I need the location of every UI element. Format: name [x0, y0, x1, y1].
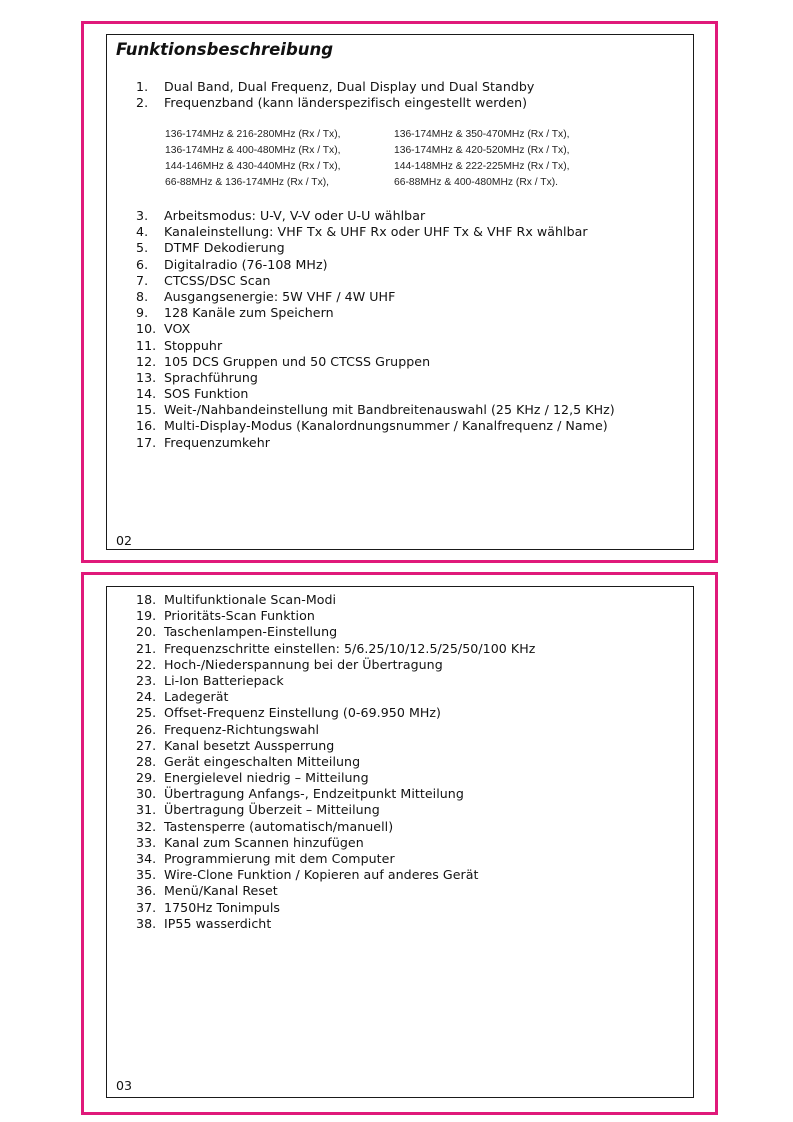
list-item — [136, 641, 535, 657]
page-number: 02 — [116, 533, 133, 548]
list-item-number: 7. — [136, 272, 149, 288]
list-item-number: 21. — [136, 640, 157, 656]
list-item-number: 4. — [136, 224, 149, 240]
list-item — [136, 819, 535, 835]
list-item-number: 17. — [136, 434, 157, 450]
list-item — [136, 916, 535, 932]
list-item — [136, 257, 615, 273]
list-item-number: 11. — [136, 337, 157, 353]
list-item-text: Multifunktionale Scan-Modi — [164, 592, 337, 607]
list-item-text: Arbeitsmodus: U-V, V-V oder U-U wählbar — [164, 208, 426, 223]
list-item-text: CTCSS/DSC Scan — [164, 272, 271, 288]
list-item-text: Programmierung mit dem Computer — [164, 851, 395, 866]
list-item — [136, 305, 615, 321]
list-item-text: Tastensperre (automatisch/manuell) — [164, 818, 394, 834]
list-item-number: 24. — [136, 689, 157, 705]
list-item-number: 9. — [136, 305, 149, 321]
list-item — [136, 321, 615, 337]
list-item — [136, 418, 615, 434]
list-item-number: 8. — [136, 288, 149, 304]
list-item-text: Prioritäts-Scan Funktion — [164, 608, 315, 624]
frequency-cell: 66-88MHz & 400-480MHz (Rx / Tx). — [394, 177, 559, 188]
list-item — [136, 224, 615, 240]
list-item — [136, 402, 615, 418]
frequency-row — [165, 175, 570, 191]
list-item — [136, 835, 535, 851]
list-item-number: 33. — [136, 834, 157, 850]
frequency-row — [165, 159, 570, 175]
list-item-text: 128 Kanäle zum Speichern — [164, 305, 334, 321]
list-item — [136, 722, 535, 738]
list-item-number: 20. — [136, 624, 157, 640]
list-item-text: 105 DCS Gruppen und 50 CTCSS Gruppen — [164, 353, 431, 369]
list-item-number: 22. — [136, 656, 157, 672]
list-item-text: DTMF Dekodierung — [164, 240, 285, 256]
list-item — [136, 273, 615, 289]
list-item-number: 2. — [136, 95, 149, 111]
list-item-text: Li-Ion Batteriepack — [164, 672, 284, 688]
list-item-text: Frequenzschritte einstellen: 5/6.25/10/12.5/25/50/100 KHz — [164, 640, 536, 656]
list-item-text: Stoppuhr — [164, 337, 223, 353]
list-item — [136, 689, 535, 705]
list-item — [136, 738, 535, 754]
list-item-number: 37. — [136, 899, 157, 915]
page-number: 03 — [116, 1078, 133, 1093]
list-item — [136, 289, 615, 305]
list-item — [136, 786, 535, 802]
list-item-number: 25. — [136, 705, 157, 721]
list-item-text: Frequenzband (kann länderspezifisch eingestellt werden) — [164, 95, 528, 111]
list-item — [136, 770, 535, 786]
list-item-number: 31. — [136, 802, 157, 818]
list-item — [136, 657, 535, 673]
list-item-number: 15. — [136, 402, 157, 418]
list-item-text: Übertragung Anfangs-, Endzeitpunkt Mitteilung — [164, 786, 464, 802]
list-item-text: Offset-Frequenz Einstellung (0-69.950 MHz) — [164, 705, 442, 721]
list-item-text: Übertragung Überzeit – Mitteilung — [164, 802, 380, 818]
list-item-text: Digitalradio (76-108 MHz) — [164, 256, 328, 272]
list-item-text: Hoch-/Niederspannung bei der Übertragung — [164, 656, 443, 672]
list-item-number: 26. — [136, 721, 157, 737]
list-item — [136, 386, 615, 402]
list-item-number: 27. — [136, 737, 157, 753]
list-item-text: VOX — [164, 321, 191, 337]
list-item-text: Taschenlampen-Einstellung — [164, 624, 338, 640]
list-item-number: 28. — [136, 753, 157, 769]
list-item-number: 35. — [136, 867, 157, 883]
feature-list-part-2 — [136, 208, 615, 451]
list-item — [136, 851, 535, 867]
list-item-text: Ausgangsenergie: 5W VHF / 4W UHF — [164, 288, 396, 304]
frequency-cell: 136-174MHz & 216-280MHz (Rx / Tx), — [165, 129, 341, 140]
list-item — [136, 802, 535, 818]
list-item-number: 38. — [136, 915, 157, 931]
list-item-number: 3. — [136, 208, 149, 223]
list-item-text: Frequenzumkehr — [164, 434, 270, 450]
list-item-number: 14. — [136, 386, 157, 402]
list-item — [136, 370, 615, 386]
list-item — [136, 240, 615, 256]
list-item-text: Kanaleinstellung: VHF Tx & UHF Rx oder UHF Tx & VHF Rx wählbar — [164, 224, 588, 240]
list-item-number: 16. — [136, 418, 157, 434]
list-item-text: Sprachführung — [164, 369, 258, 385]
list-item-text: Menü/Kanal Reset — [164, 883, 278, 899]
list-item — [136, 354, 615, 370]
frequency-row — [165, 127, 570, 143]
list-item-number: 10. — [136, 321, 157, 337]
frequency-row — [165, 143, 570, 159]
feature-list-part-3 — [136, 592, 535, 932]
list-item — [136, 208, 615, 224]
list-item-number: 23. — [136, 672, 157, 688]
list-item — [136, 900, 535, 916]
feature-list-part-1 — [136, 79, 534, 111]
list-item — [136, 754, 535, 770]
list-item-text: IP55 wasserdicht — [164, 915, 272, 931]
list-item-number: 30. — [136, 786, 157, 802]
list-item-text: Wire-Clone Funktion / Kopieren auf anderes Gerät — [164, 867, 479, 883]
list-item — [136, 867, 535, 883]
list-item-text: Frequenz-Richtungswahl — [164, 721, 320, 737]
list-item-text: Multi-Display-Modus (Kanalordnungsnummer / Kanalfrequenz / Name) — [164, 418, 608, 434]
list-item-text: Weit-/Nahbandeinstellung mit Bandbreitenauswahl (25 KHz / 12,5 KHz) — [164, 402, 615, 418]
frequency-band-table — [165, 127, 570, 191]
list-item-text: Kanal besetzt Aussperrung — [164, 737, 335, 753]
list-item-number: 32. — [136, 818, 157, 834]
frequency-cell: 66-88MHz & 136-174MHz (Rx / Tx), — [165, 177, 330, 188]
list-item — [136, 435, 615, 451]
frequency-cell: 136-174MHz & 420-520MHz (Rx / Tx), — [394, 145, 570, 156]
list-item-text: 1750Hz Tonimpuls — [164, 899, 280, 915]
list-item-number: 18. — [136, 592, 157, 607]
frequency-cell: 144-146MHz & 430-440MHz (Rx / Tx), — [165, 161, 341, 172]
list-item-number: 36. — [136, 883, 157, 899]
list-item-text: Dual Band, Dual Frequenz, Dual Display und Dual Standby — [164, 79, 535, 94]
list-item — [136, 673, 535, 689]
list-item-number: 13. — [136, 369, 157, 385]
list-item-text: Kanal zum Scannen hinzufügen — [164, 834, 364, 850]
list-item — [136, 592, 535, 608]
list-item — [136, 624, 535, 640]
frequency-cell: 144-148MHz & 222-225MHz (Rx / Tx), — [394, 161, 570, 172]
list-item — [136, 338, 615, 354]
list-item-number: 1. — [136, 79, 149, 94]
list-item-number: 6. — [136, 256, 149, 272]
list-item-number: 34. — [136, 851, 157, 866]
list-item — [136, 883, 535, 899]
list-item — [136, 79, 534, 95]
list-item-number: 5. — [136, 240, 149, 256]
list-item-number: 19. — [136, 608, 157, 624]
frequency-cell: 136-174MHz & 400-480MHz (Rx / Tx), — [165, 145, 341, 156]
frequency-cell: 136-174MHz & 350-470MHz (Rx / Tx), — [394, 129, 570, 140]
list-item — [136, 705, 535, 721]
list-item-text: SOS Funktion — [164, 386, 249, 402]
list-item — [136, 608, 535, 624]
list-item-text: Ladegerät — [164, 689, 229, 705]
list-item-text: Energielevel niedrig – Mitteilung — [164, 770, 369, 786]
list-item-text: Gerät eingeschalten Mitteilung — [164, 753, 361, 769]
list-item-number: 12. — [136, 353, 157, 369]
list-item — [136, 95, 534, 111]
page-title: Funktionsbeschreibung — [116, 40, 334, 59]
list-item-number: 29. — [136, 770, 157, 786]
